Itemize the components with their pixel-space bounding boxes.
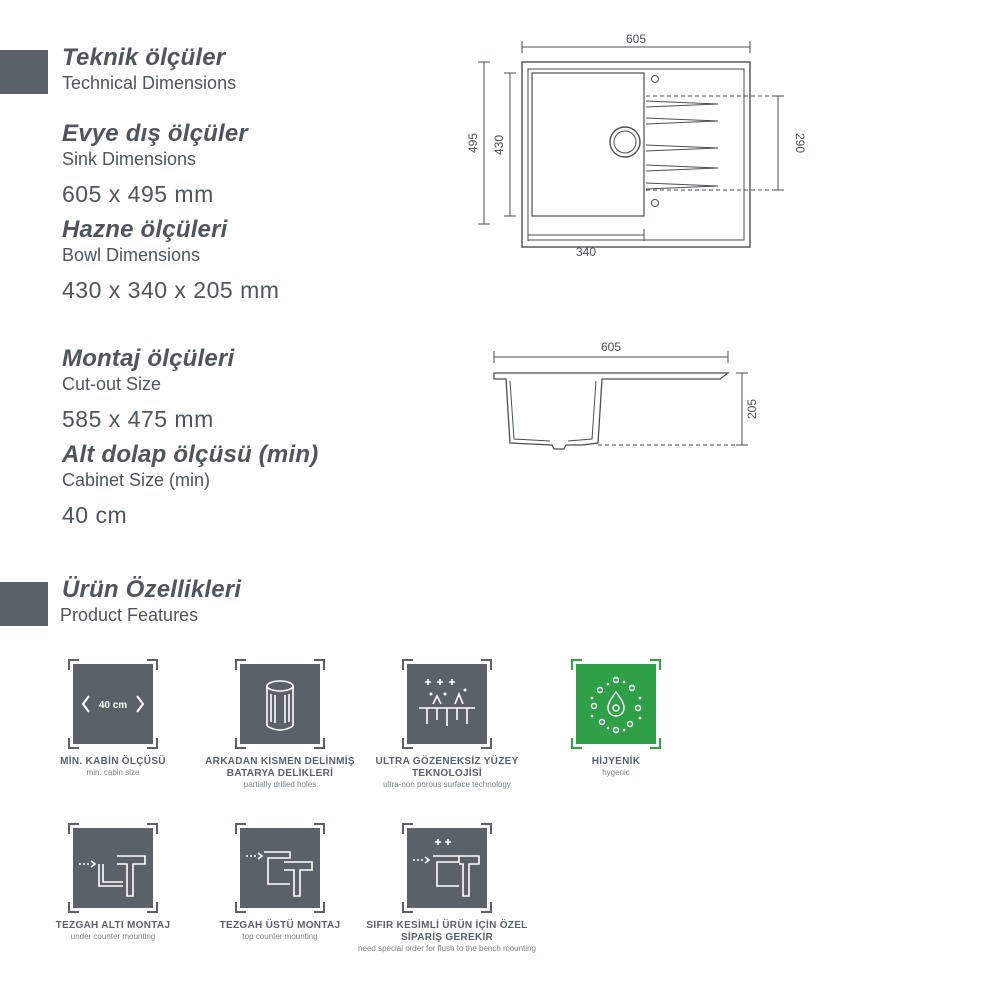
drain-height-label: 290 (793, 132, 807, 154)
non-porous-surface-icon (407, 664, 487, 744)
feature-label: ARKADAN KISMEN DELİNMİŞ BATARYA DELİKLERİ (205, 756, 355, 779)
feature-flush-mount (357, 822, 537, 954)
feature-min-cabin-size (23, 658, 203, 778)
top-height-label: 495 (466, 132, 480, 154)
sink-dimensions-title: Evye dış ölçüler (62, 120, 248, 147)
section-marker (0, 50, 48, 94)
top-width-label: 605 (625, 32, 647, 46)
feature-non-porous (357, 658, 537, 790)
side-width-label: 605 (600, 340, 622, 354)
features-title: Ürün Özellikleri (62, 576, 242, 603)
feature-label: ULTRA GÖZENEKSİZ YÜZEY TEKNOLOJİSİ (375, 756, 519, 779)
cutout-size-subtitle: Cut-out Size (62, 374, 162, 394)
feature-top-counter (190, 822, 370, 942)
bowl-dimensions-subtitle: Bowl Dimensions (62, 245, 201, 265)
bowl-height-label: 430 (492, 134, 506, 156)
flush-mount-icon (407, 828, 487, 908)
feature-sublabel: under counter mounting (70, 932, 156, 941)
cabinet-size-title: Alt dolap ölçüsü (min) (62, 441, 319, 468)
section-marker (0, 582, 48, 626)
under-counter-mount-icon (73, 828, 153, 908)
technical-title: Teknik ölçüler (62, 44, 226, 71)
cutout-size-value: 585 x 475 mm (62, 406, 214, 432)
feature-sublabel: min. cabin size (86, 768, 140, 777)
cabinet-width-icon-text: 40 cm (98, 700, 128, 711)
sink-side-view-diagram (480, 335, 780, 460)
bowl-dimensions-title: Hazne ölçüleri (62, 216, 228, 243)
top-counter-mount-icon (240, 828, 320, 908)
feature-sublabel: ultra-non porous surface technology (383, 780, 511, 789)
cutout-size-title: Montaj ölçüleri (62, 345, 235, 372)
feature-hygienic (526, 658, 706, 778)
technical-subtitle: Technical Dimensions (62, 73, 237, 93)
bowl-width-label: 340 (575, 245, 597, 259)
feature-label: TEZGAH ÜSTÜ MONTAJ (219, 920, 341, 931)
feature-sublabel: partially drilled holes (243, 780, 317, 789)
feature-label: SIFIR KESİMLİ ÜRÜN İÇİN ÖZEL SİPARİŞ GEREKİR (366, 920, 528, 943)
tap-hole-icon (240, 664, 320, 744)
cabinet-size-subtitle: Cabinet Size (min) (62, 470, 211, 490)
feature-sublabel: hygenic (602, 768, 630, 777)
hygienic-icon (576, 664, 656, 744)
side-depth-label: 205 (745, 398, 759, 420)
feature-sublabel: need special order for flush to the bench mounting (358, 944, 536, 953)
feature-label: TEZGAH ALTI MONTAJ (55, 920, 171, 931)
bowl-dimensions-value: 430 x 340 x 205 mm (62, 277, 280, 303)
sink-dimensions-subtitle: Sink Dimensions (62, 149, 197, 169)
feature-sublabel: top counter mounting (242, 932, 318, 941)
sink-dimensions-value: 605 x 495 mm (62, 181, 214, 207)
cabinet-width-icon (73, 664, 153, 744)
cabinet-size-value: 40 cm (62, 502, 128, 528)
sink-top-view-diagram (460, 25, 810, 265)
features-subtitle: Product Features (60, 605, 199, 625)
feature-drilled-holes (190, 658, 370, 790)
feature-under-counter (23, 822, 203, 942)
feature-label: MİN. KABİN ÖLÇÜSÜ (60, 756, 166, 767)
feature-label: HİJYENİK (591, 756, 641, 767)
